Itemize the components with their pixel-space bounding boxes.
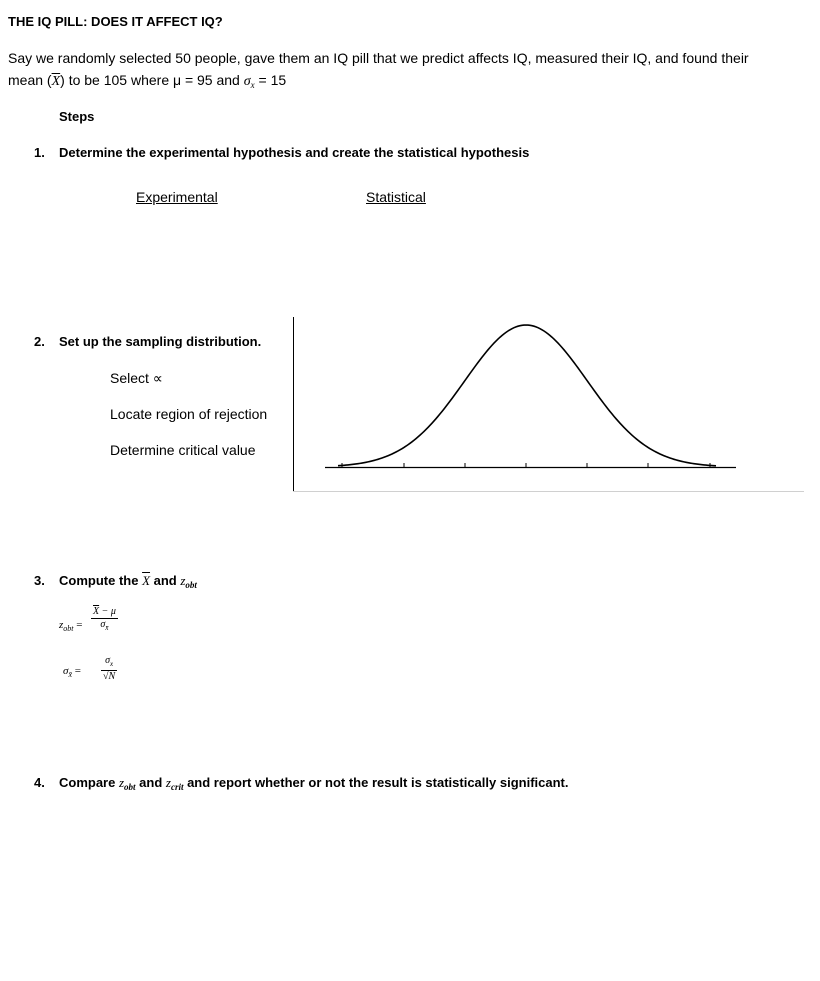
step-4-z-obt-sub: obt — [124, 782, 136, 792]
intro-mean-label: mean ( — [8, 72, 52, 88]
experimental-column-label: Experimental — [136, 189, 218, 205]
formula-sigma-num-sub: x — [110, 660, 114, 668]
formula-zobt-equals: = — [76, 619, 83, 631]
step-3-and: and — [150, 573, 181, 588]
formula-zobt-sigma: σ — [100, 619, 106, 630]
formula-sigma-symbol: σ — [63, 665, 69, 677]
intro-sigma-value: = 15 — [254, 72, 287, 88]
step-2-number: 2. — [34, 334, 45, 349]
step-3-text — [59, 573, 197, 590]
step-3-xbar: $\overline{X}$ — [142, 573, 151, 588]
step-4-number: 4. — [34, 775, 45, 790]
formula-sigma-denominator: √N — [103, 671, 116, 682]
step-4-compare: Compare — [59, 775, 119, 790]
formula-sigma-num-symbol: σ — [105, 655, 110, 666]
step-3-z: z — [180, 573, 186, 588]
formula-zobt-numerator — [91, 606, 118, 618]
steps-heading: Steps — [59, 109, 95, 124]
formula-zobt-lhs — [59, 619, 82, 633]
sigma-subscript: x — [250, 80, 255, 90]
intro-mu-text: ) to be 105 where μ = 95 and — [60, 72, 244, 88]
step-1-number: 1. — [34, 145, 45, 160]
formula-zobt-sub: obt — [63, 624, 74, 633]
step-3-z-subscript: obt — [185, 580, 197, 590]
step-4-z-crit: z — [165, 775, 171, 790]
normal-curve — [338, 325, 716, 466]
step-4-report: and report whether or not the result is statistically significant. — [183, 775, 569, 790]
step-4-z-crit-sub: crit — [170, 782, 184, 792]
step-4-and: and — [135, 775, 166, 790]
formula-zobt-minus-mu: − μ — [99, 606, 116, 617]
step-4-z-obt: z — [118, 775, 125, 790]
formula-sigma-lhs — [63, 665, 81, 679]
formula-zobt-xbar: $\overline{X}$ — [93, 606, 100, 617]
statistical-column-label: Statistical — [366, 189, 426, 205]
page-title: THE IQ PILL: DOES IT AFFECT IQ? — [8, 14, 223, 29]
step-4-text — [59, 775, 568, 792]
step-2-text: Set up the sampling distribution. — [59, 334, 262, 349]
formula-sigma-sub: x̄ — [68, 670, 72, 679]
intro-line-1: Say we randomly selected 50 people, gave them an IQ pill that we predict affects IQ, measured their IQ, and found their — [8, 50, 749, 66]
formula-zobt-fraction — [91, 606, 118, 634]
step-1-text: Determine the experimental hypothesis and create the statistical hypothesis — [59, 145, 530, 160]
step-2-select-alpha: Select ∝ — [110, 370, 163, 386]
formula-sigma-fraction — [101, 655, 117, 683]
formula-zobt-sigma-sub: x̄ — [105, 624, 109, 632]
step-2-critical-value: Determine critical value — [110, 442, 256, 458]
step-3-text-start: Compute the — [59, 573, 143, 588]
formula-zobt-denominator — [91, 618, 118, 634]
step-2-region-rejection: Locate region of rejection — [110, 406, 268, 422]
sigma-symbol: σ — [243, 74, 251, 89]
formula-sigma-numerator — [101, 655, 117, 670]
formula-zobt-z: z — [59, 619, 64, 631]
step-3-number: 3. — [34, 573, 45, 588]
formula-sigma-equals: = — [74, 665, 81, 677]
xbar-symbol: $\overline{X}$ — [51, 74, 61, 89]
